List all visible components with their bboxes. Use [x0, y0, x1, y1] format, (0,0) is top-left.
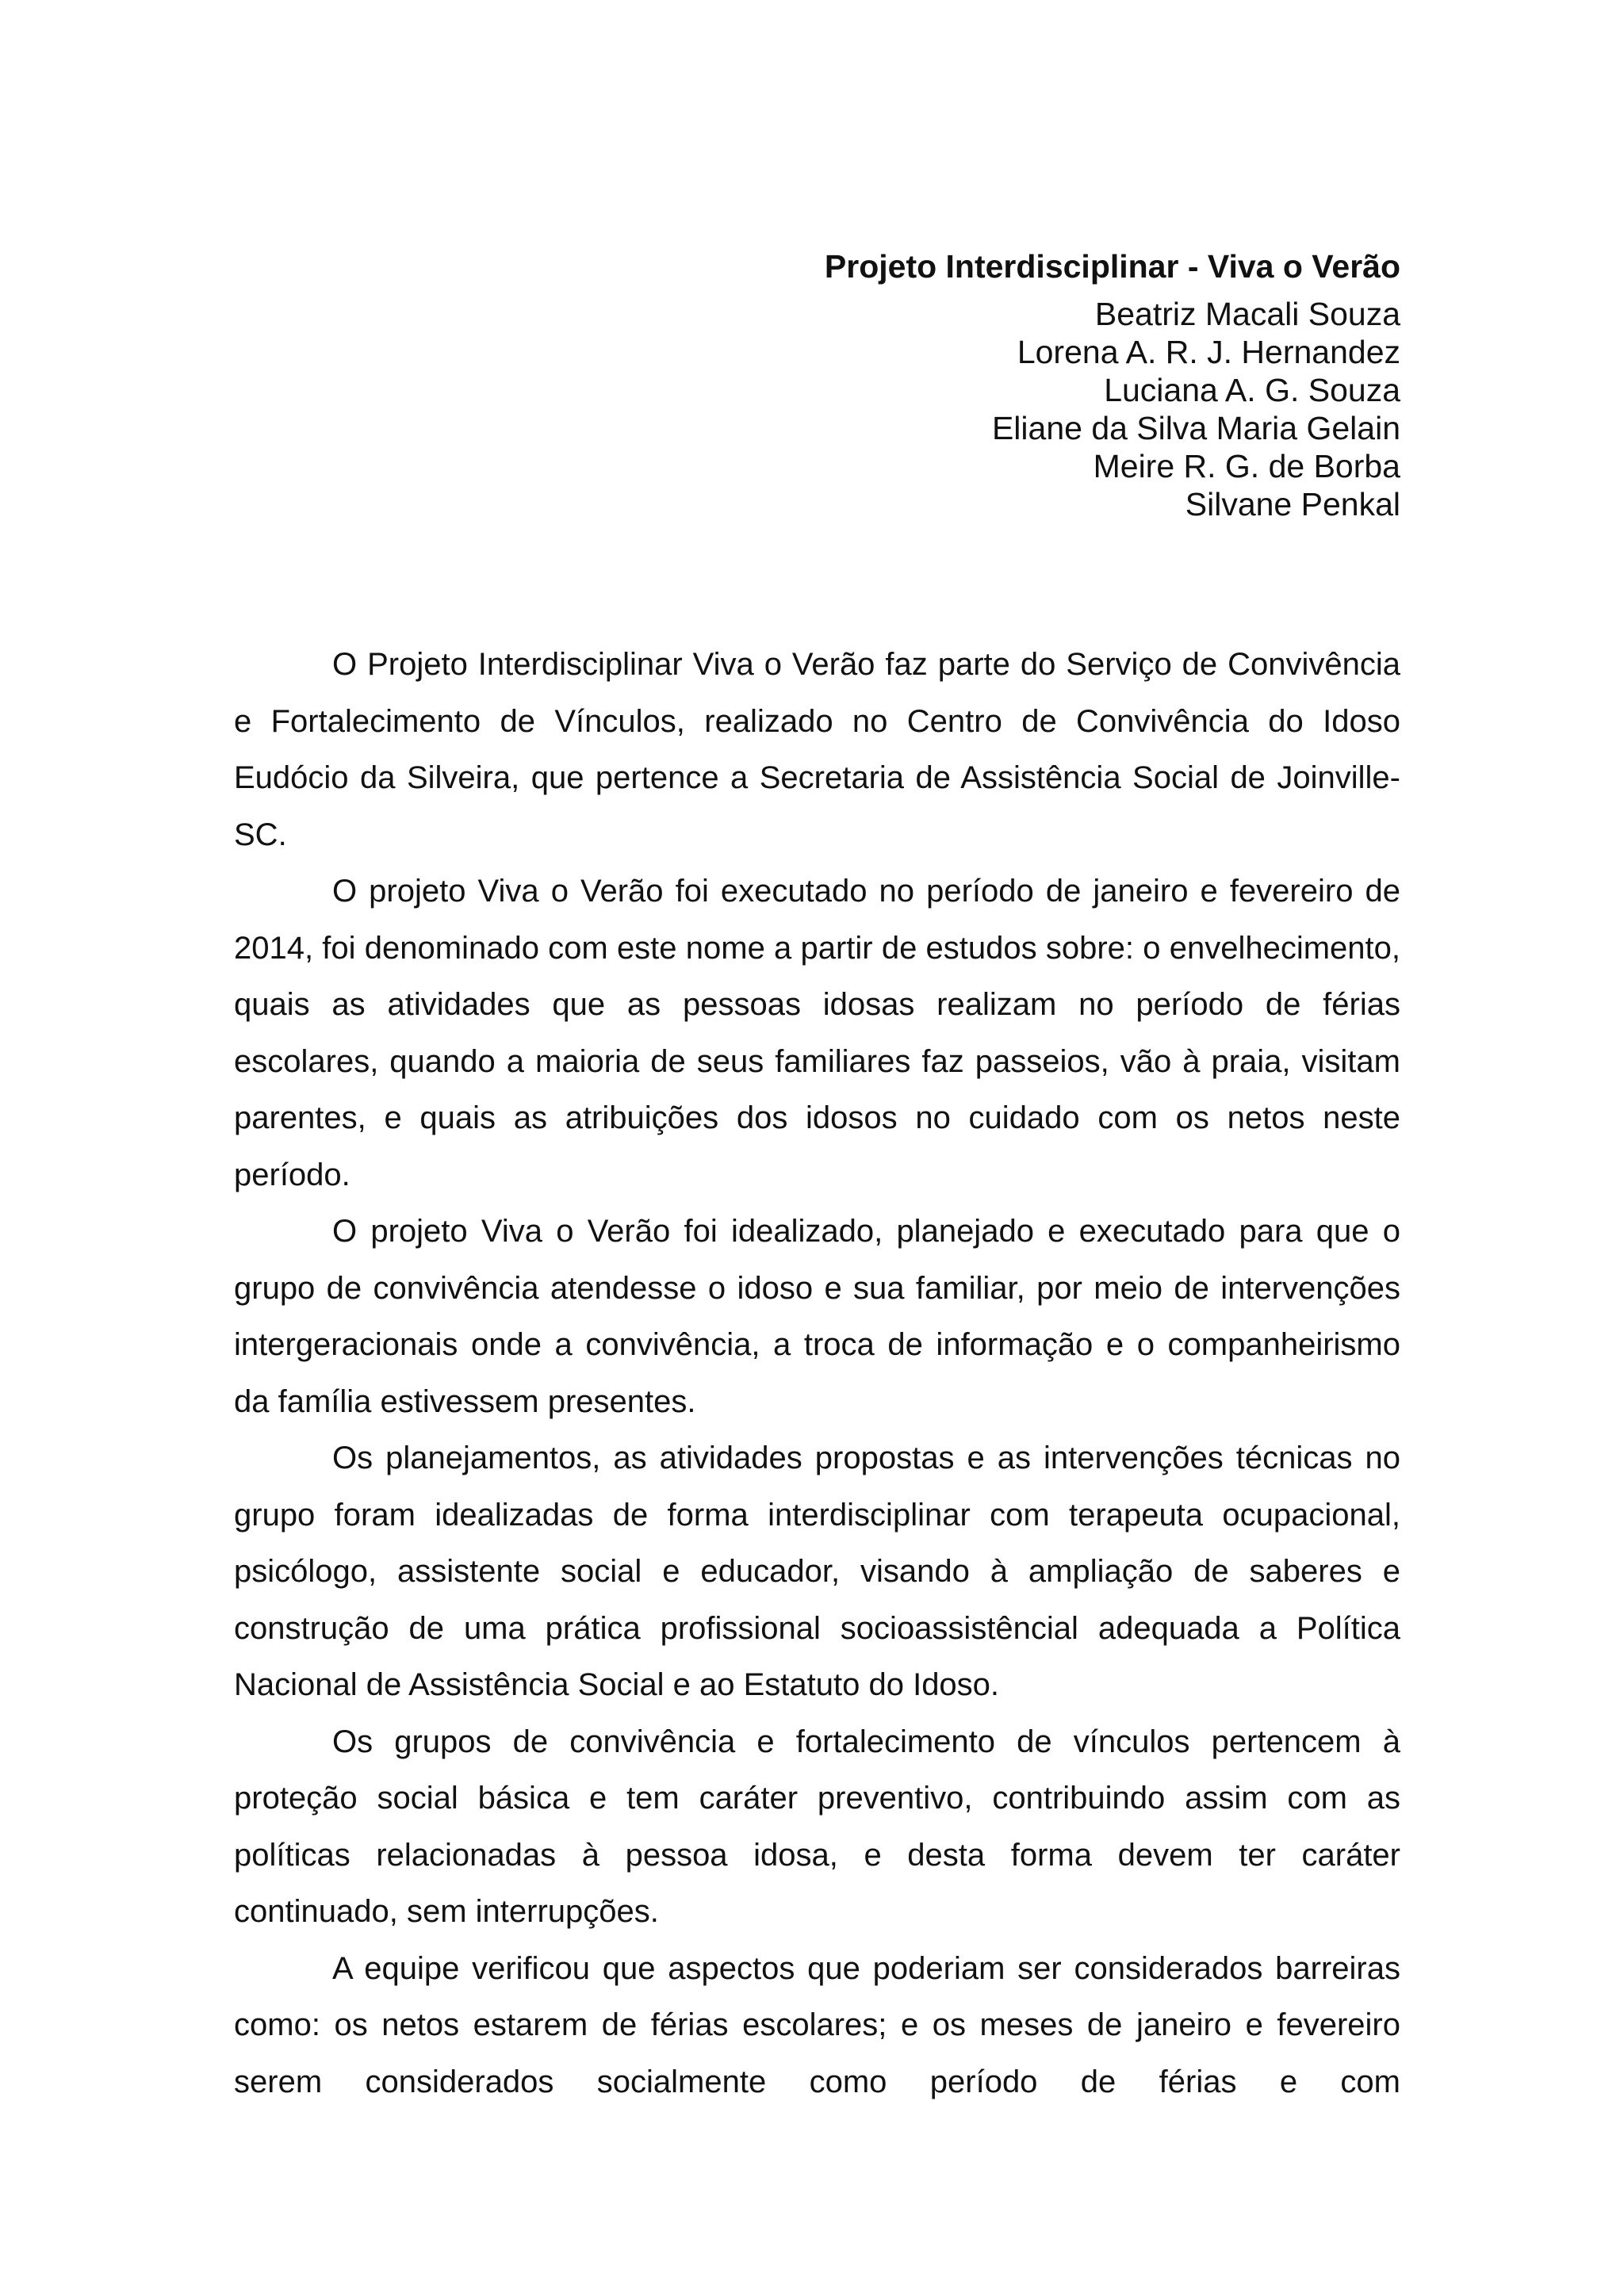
- document-title: Projeto Interdisciplinar - Viva o Verão: [824, 248, 1400, 285]
- author-name: Luciana A. G. Souza: [1104, 372, 1400, 408]
- document-body: [234, 637, 1400, 2110]
- body-paragraph: Os grupos de convivência e fortalecimento de vínculos pertencem à proteção social básica e tem caráter preventivo, contribuindo assim com as políticas relacionadas à pessoa idosa, e desta forma devem ter caráter continuado, sem interrupções.: [234, 1724, 1400, 1929]
- author-name: Eliane da Silva Maria Gelain: [991, 410, 1400, 446]
- author-name: Lorena A. R. J. Hernandez: [1017, 334, 1400, 370]
- author-name: Beatriz Macali Souza: [1094, 296, 1400, 332]
- body-paragraph: O Projeto Interdisciplinar Viva o Verão faz parte do Serviço de Convivência e Fortalecimento de Vínculos, realizado no Centro de Convivência do Idoso Eudócio da Silveira, que pertence a Secretaria de Assistência Social de Joinville-SC.: [234, 647, 1400, 852]
- author-name: Silvane Penkal: [1185, 486, 1400, 522]
- body-paragraph: A equipe verificou que aspectos que poderiam ser considerados barreiras como: os netos estarem de férias escolares; e os meses de janeiro e fevereiro serem considerados socialmente como período de férias e com: [234, 1950, 1400, 2099]
- body-paragraph: O projeto Viva o Verão foi executado no período de janeiro e fevereiro de 2014, foi denominado com este nome a partir de estudos sobre: o envelhecimento, quais as atividades que as pessoas idosas realizam no período de férias escolares, quando a maioria de seus familiares faz passeios, vão à praia, visitam parentes, e quais as atribuições dos idosos no cuidado com os netos neste período.: [234, 874, 1400, 1192]
- body-paragraph: O projeto Viva o Verão foi idealizado, planejado e executado para que o grupo de convivência atendesse o idoso e sua familiar, por meio de intervenções intergeracionais onde a convivência, a troca de informação e o companheirismo da família estivessem presentes.: [234, 1214, 1400, 1419]
- body-paragraph: Os planejamentos, as atividades propostas e as intervenções técnicas no grupo foram idealizadas de forma interdisciplinar com terapeuta ocupacional, psicólogo, assistente social e educador, visando à ampliação de saberes e construção de uma prática profissional socioassistêncial adequada a Política Nacional de Assistência Social e ao Estatuto do Idoso.: [234, 1441, 1400, 1702]
- document-header: [449, 247, 1400, 523]
- author-name: Meire R. G. de Borba: [1093, 448, 1400, 484]
